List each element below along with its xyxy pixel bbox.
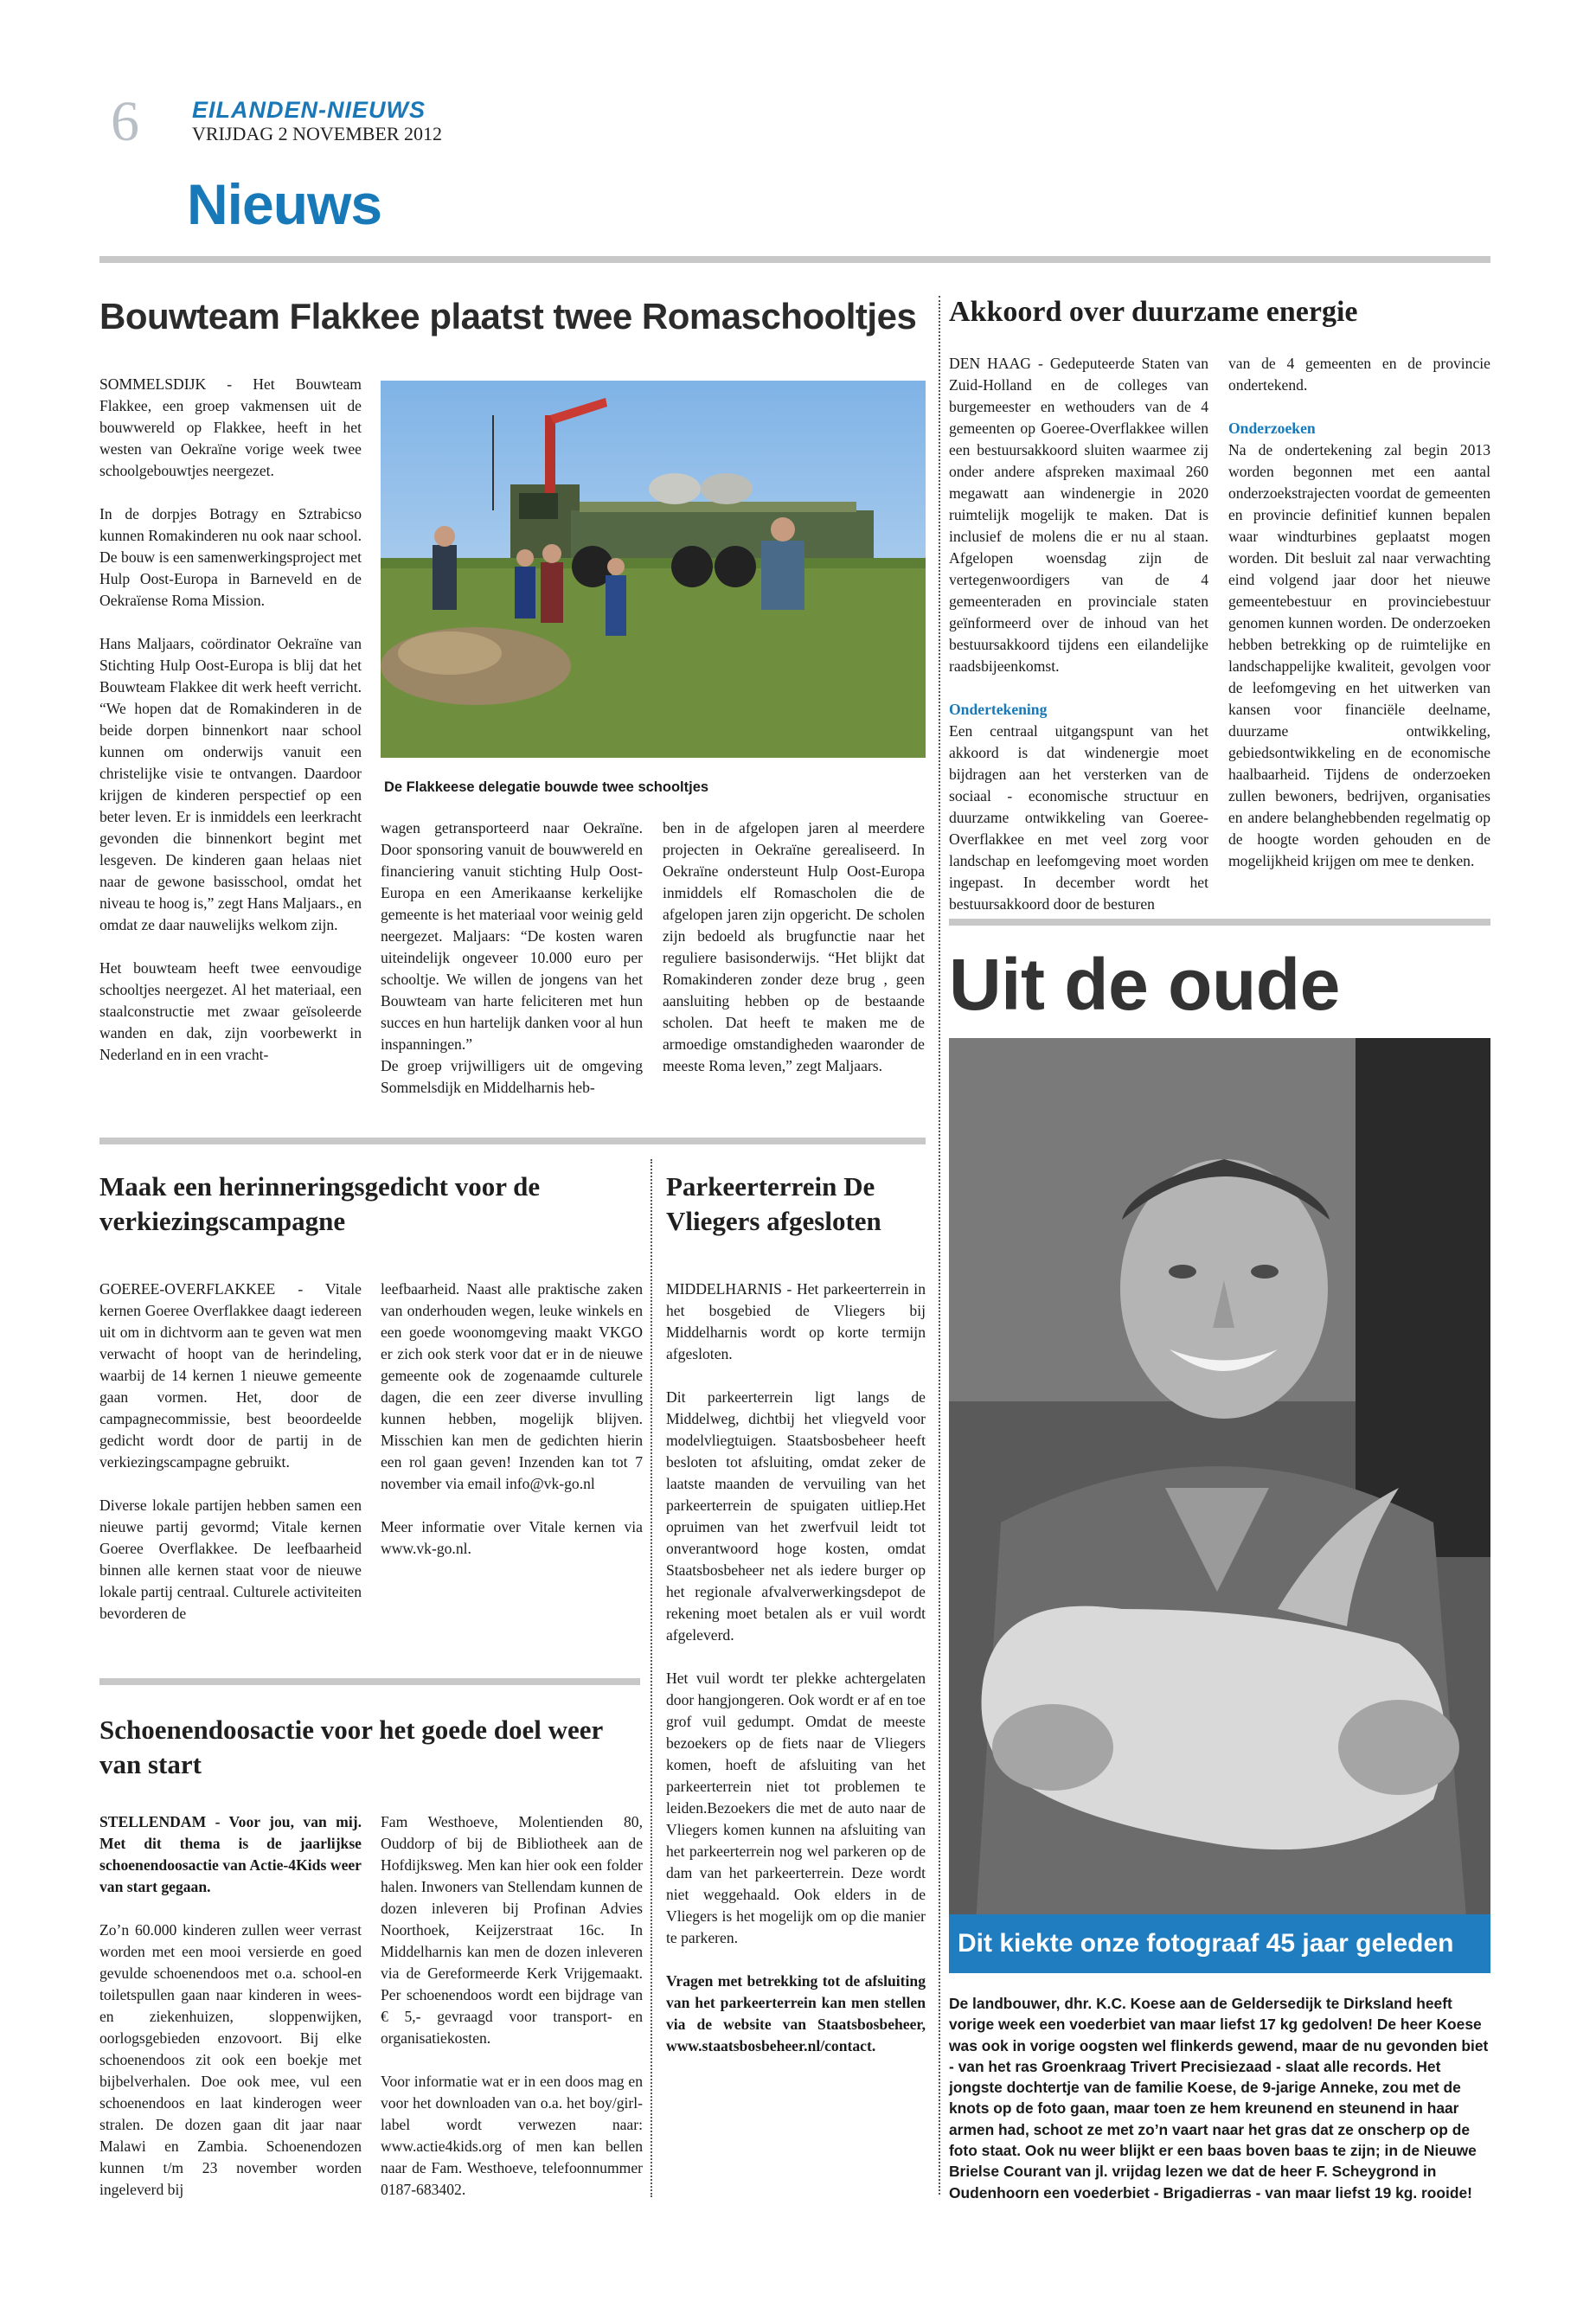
header-divider — [99, 256, 1490, 263]
oude-doos-headline: Uit de oude — [949, 944, 1340, 1025]
paragraph: Een centraal uitgangspunt van het akkoord is dat windenergie moet bijdragen aan het versterken van de sociaal - economische structuur en duurzame ontwikkeling van Goeree-Overflakkee en met veel zorg voor landschap en leefomgeving moet worden ingepast. In december wordt het bestuursakkoord door de besturen — [949, 722, 1208, 913]
paragraph: De groep vrijwilligers uit de omgeving Sommelsdijk en Middelharnis heb- — [381, 1057, 643, 1096]
paragraph: ben in de afgelopen jaren al meerdere projecten in Oekraïne gerealiseerd. In Oekraïne ondersteunt Hulp Oost-Europa inmiddels elf Romascholen die de afgelopen jaren zijn opgericht. De scholen zijn bedoeld als brugfunctie naar het reguliere basisonderwijs. “Het blijkt dat Romakinderen zonder deze brug , geen aansluiting hebben op de bestaande scholen. Dat heeft te maken me de armoedige omstandigheden waaronder de meeste Roma leven,” zegt Maljaars. — [663, 819, 925, 1074]
article-bouwteam-col2 — [381, 817, 643, 1099]
paragraph: GOEREE-OVERFLAKKEE - Vitale kernen Goeree Overflakkee daagt iedereen uit om in dichtvorm aan te geven wat men verwacht of hoopt van de herindeling, waarbij de 14 kernen 1 nieuwe gemeente gaan vormen. Het, door de campagnecommissie, best beoordeelde gedicht wordt door de partij in de verkiezingscampagne gebruikt. — [99, 1280, 362, 1471]
article-gedicht-col2 — [381, 1279, 643, 1560]
article-bouwteam-caption: De Flakkeese delegatie bouwde twee schooltjes — [384, 779, 709, 795]
paragraph: DEN HAAG - Gedeputeerde Staten van Zuid-Holland en de colleges van burgemeester en wethouders van de 4 gemeenten op Goeree-Overflakkee willen een bestuursakkoord sluiten waarmee zij onder andere afspreken maximaal 260 megawatt aan windenergie in 2020 ruimtelijk mogelijk te maken. Dat is inclusief de molens die er nu al staan. Afgelopen woensdag zijn de vertegenwoordigers van de 4 gemeenteraden en provinciale staten geïnformeerd over de inhoud van het bestuursakkoord tijdens een eilandelijke raadsbijeenkomst. — [949, 355, 1208, 675]
paragraph: Het bouwteam heeft twee eenvoudige schooltjes neergezet. Al het materiaal, een staalconstructie met zwaar geïsoleerde wanden en dak, zijn voorbewerkt in Nederland en in een vracht- — [99, 959, 362, 1063]
oude-doos-banner: Dit kiekte onze fotograaf 45 jaar geleden — [949, 1914, 1490, 1973]
article-bouwteam-headline: Bouwteam Flakkee plaatst twee Romaschooltjes — [99, 296, 917, 336]
crane-truck-photo — [381, 381, 926, 758]
article-gedicht-col1 — [99, 1279, 362, 1625]
article-schoenendoos-headline: Schoenendoosactie voor het goede doel weer van start — [99, 1715, 603, 1779]
subheading-onderzoeken: Onderzoeken — [1228, 420, 1316, 437]
farmer-with-beet-photo — [949, 1038, 1490, 1938]
article-parkeer-body — [666, 1279, 926, 2057]
paragraph: Diverse lokale partijen hebben samen een nieuwe partij gevormd; Vitale kernen Goeree Overflakkee. De leefbaarheid binnen alle kernen staat voor de nieuwe lokale partij centraal. Culturele activiteiten bevorderen de — [99, 1497, 362, 1622]
paragraph: Zo’n 60.000 kinderen zullen weer verrast worden met een mooi versierde en goed gevulde schoenendoos met o.a. school-en toiletspullen gaan naar kinderen in wees- en ziekenhuizen, sloppenwijken, oorlogsgebieden enzovoort. Bij elke schoenendoos zit ook een boekje met bijbelverhalen. Doe ook mee, vul een schoenendoos en laat kinderogen weer stralen. De dozen gaan dit jaar naar Malawi en Zambia. Schoenendozen kunnen t/m 23 november worden ingeleverd bij — [99, 1921, 362, 2198]
paragraph: Voor informatie wat er in een doos mag en voor het downloaden van o.a. het boy/girl-label wordt verwezen naar: www.actie4kids.org of men kan bellen naar de Fam. Westhoeve, telefoonnummer 0187-683402. — [381, 2073, 643, 2198]
column-separator — [651, 1159, 652, 2197]
issue-date: VRIJDAG 2 NOVEMBER 2012 — [192, 123, 443, 144]
article-gedicht-headline: Maak een herinneringsgedicht voor de verkiezingscampagne — [99, 1171, 541, 1236]
subheading-ondertekening: Ondertekening — [949, 701, 1048, 718]
section-divider — [949, 919, 1490, 926]
paragraph: leefbaarheid. Naast alle praktische zaken van onderhouden wegen, leuke winkels en een goede woonomgeving maakt VKGO er zich ook sterk voor dat er in de nieuwe gemeente ook de zogenaamde culturele dagen, die een zeer diverse invulling kunnen hebben, mogelijk blijven. Misschien kan men de gedichten hierin een rol gaan geven! Inzenden kan tot 7 november via email info@vk-go.nl — [381, 1280, 643, 1492]
paragraph: Meer informatie over Vitale kernen via www.vk-go.nl. — [381, 1518, 643, 1557]
section-divider — [99, 1678, 640, 1685]
article-akkoord-col1 — [949, 353, 1208, 915]
column-separator — [939, 296, 940, 2195]
page-number: 6 — [111, 90, 139, 153]
paragraph: Fam Westhoeve, Molentienden 80, Ouddorp of bij de Bibliotheek aan de Hofdijksweg. Men kan hier ook een folder halen. Inwoners van Stellendam kunnen de dozen inleveren bij Profinan Advies Noorthoek, Keijzerstraat 16c. In Middelharnis kan men de dozen inleveren via de Gereformeerde Kerk Vrijgemaakt. Per schoenendoos wordt een bijdrage van € 5,- gevraagd voor transport- en organisatiekosten. — [381, 1813, 643, 2047]
article-bouwteam-col1 — [99, 374, 362, 1066]
oude-doos-description: De landbouwer, dhr. K.C. Koese aan de Geldersedijk te Dirksland heeft vorige week een voederbiet van maar liefst 17 kg gedolven! De heer Koese was ook in vorige oogsten wel flinkerds gewend, maar de nu gevonden biet - van het ras Groenkraag Trivert Precisiezaad - slaat alle records. Het jongste dochtertje van de familie Koese, de 9-jarige Anneke, zou met de knots op de foto gaan, maar toen ze hem kreunend en steunend in haar armen had, schoot ze met zo’n vaart naar het gras dat ze onscherp op de foto staat. Ook nu weer blijkt er een baas boven baas te zijn; in de Nieuwe Brielse Courant van jl. vrijdag lezen we dat de heer F. Scheygrond in Oudenhoorn een voederbiet - Brigadierras - van maar liefst 19 kg. rooide! — [949, 1995, 1489, 2202]
article-schoenendoos-col2 — [381, 1811, 643, 2201]
article-schoenendoos-col1 — [99, 1811, 362, 2201]
paragraph: In de dorpjes Botragy en Sztrabicso kunnen Romakinderen nu ook naar school. De bouw is een samenwerkingsproject met Hulp Oost-Europa in Barneveld en de Oekraïense Roma Mission. — [99, 505, 362, 609]
paragraph: wagen getransporteerd naar Oekraïne. Door sponsoring vanuit de bouwwereld en financiering vanuit stichting Hulp Oost-Europa en een Amerikaanse kerkelijke gemeente is het materiaal voor weinig geld neergezet. Maljaars: “De kosten waren uiteindelijk ongeveer 10.000 euro per schooltje. We willen de jongens van het Bouwteam van harte feliciteren met hun succes en hun hartelijk danken voor al hun inspanningen.” — [381, 819, 643, 1053]
paragraph: Het vuil wordt ter plekke achtergelaten door hangjongeren. Ook wordt er af en toe grof vuil gedumpt. Omdat de meeste bezoekers op de fiets naar de Vliegers komen, hoeft de afsluiting van het parkeerterrein niet tot problemen te leiden.Bezoekers die met de auto naar de Vliegers komen kunnen na afsluiting van het parkeerterrein nog wel parkeren op de dam van het parkeerterrein. Deze wordt niet weggehaald. Ook elders in de Vliegers is het mogelijk om op die manier te parkeren. — [666, 1670, 926, 1946]
paragraph: Na de ondertekening zal begin 2013 worden begonnen met een aantal onderzoekstrajecten voordat de gemeenten en provincie definitief kunnen bepalen waar windturbines geplaatst mogen worden. Dit besluit zal naar verwachting eind volgend jaar door het nieuwe gemeentebestuur en provinciebestuur genomen kunnen worden. De onderzoeken hebben betrekking op de ruimtelijke en landschappelijke kwaliteit, gevolgen voor de leefomgeving en het uitwerken van kansen voor financiële deelname, duurzame ontwikkeling, gebiedsontwikkeling en de economische haalbaarheid. Tijdens de onderzoeken zullen bewoners, bedrijven, organisaties en andere belanghebbenden regelmatig op de hoogte worden gehouden en de mogelijkheid krijgen om mee te denken. — [1228, 441, 1490, 869]
paragraph: van de 4 gemeenten en de provincie ondertekend. — [1228, 355, 1490, 394]
paragraph-lead: STELLENDAM - Voor jou, van mij. Met dit thema is de jaarlijkse schoenendoosactie van Actie-4Kids weer van start gegaan. — [99, 1813, 362, 1895]
article-parkeer-headline: Parkeerterrein De Vliegers afgesloten — [666, 1171, 881, 1236]
section-title: Nieuws — [187, 172, 382, 236]
section-divider — [99, 1138, 926, 1144]
paragraph: MIDDELHARNIS - Het parkeerterrein in het bosgebied de Vliegers bij Middelharnis wordt op korte termijn afgesloten. — [666, 1280, 926, 1362]
paragraph: Hans Maljaars, coördinator Oekraïne van Stichting Hulp Oost-Europa is blij dat het Bouwteam Flakkee dit werk heeft verricht. “We hopen dat de Romakinderen in de beide dorpen binnenkort naar school kunnen om onderwijs vanuit een christelijke visie te ontvangen. Daardoor krijgen de kinderen perspectief op een beter leven. Er is inmiddels een leerkracht gevonden die binnenkort begint met lesgeven. De kinderen gaan helaas niet naar de gewone basisschool, omdat het niveau te hoog is,” zegt Hans Maljaars., en omdat ze daar nauwelijks welkom zijn. — [99, 635, 362, 933]
paragraph: SOMMELSDIJK - Het Bouwteam Flakkee, een groep vakmensen uit de bouwwereld op Flakkee, heeft in het westen van Oekraïne vorige week twee schoolgebouwtjes neergezet. — [99, 375, 362, 479]
article-bouwteam-col3 — [663, 817, 925, 1077]
article-akkoord-headline: Akkoord over duurzame energie — [949, 296, 1358, 328]
paragraph-closing: Vragen met betrekking tot de afsluiting van het parkeerterrein kan men stellen via de website van Staatsbosbeheer, www.staatsbosbeheer.nl/contact. — [666, 1972, 926, 2054]
masthead-logo: EILANDEN-NIEUWS — [192, 97, 426, 123]
article-akkoord-col2 — [1228, 353, 1490, 872]
article-bouwteam-photo — [381, 381, 926, 758]
oude-doos-photo — [949, 1038, 1490, 1938]
paragraph: Dit parkeerterrein ligt langs de Middelweg, dichtbij het vliegveld voor modelvliegtuigen. Staatsbosbeheer heeft besloten tot afsluiting, omdat zeker de laatste maanden de vervuiling van het parkeerterrein de spuigaten uitliep.Het opruimen van het zwerfvuil leidt tot onverantwoord hoge kosten, omdat Staatsbosbeheer net als iedere burger op het regionale afvalverwerkingsdepot de rekening moet betalen als er vuil wordt afgeleverd. — [666, 1388, 926, 1644]
